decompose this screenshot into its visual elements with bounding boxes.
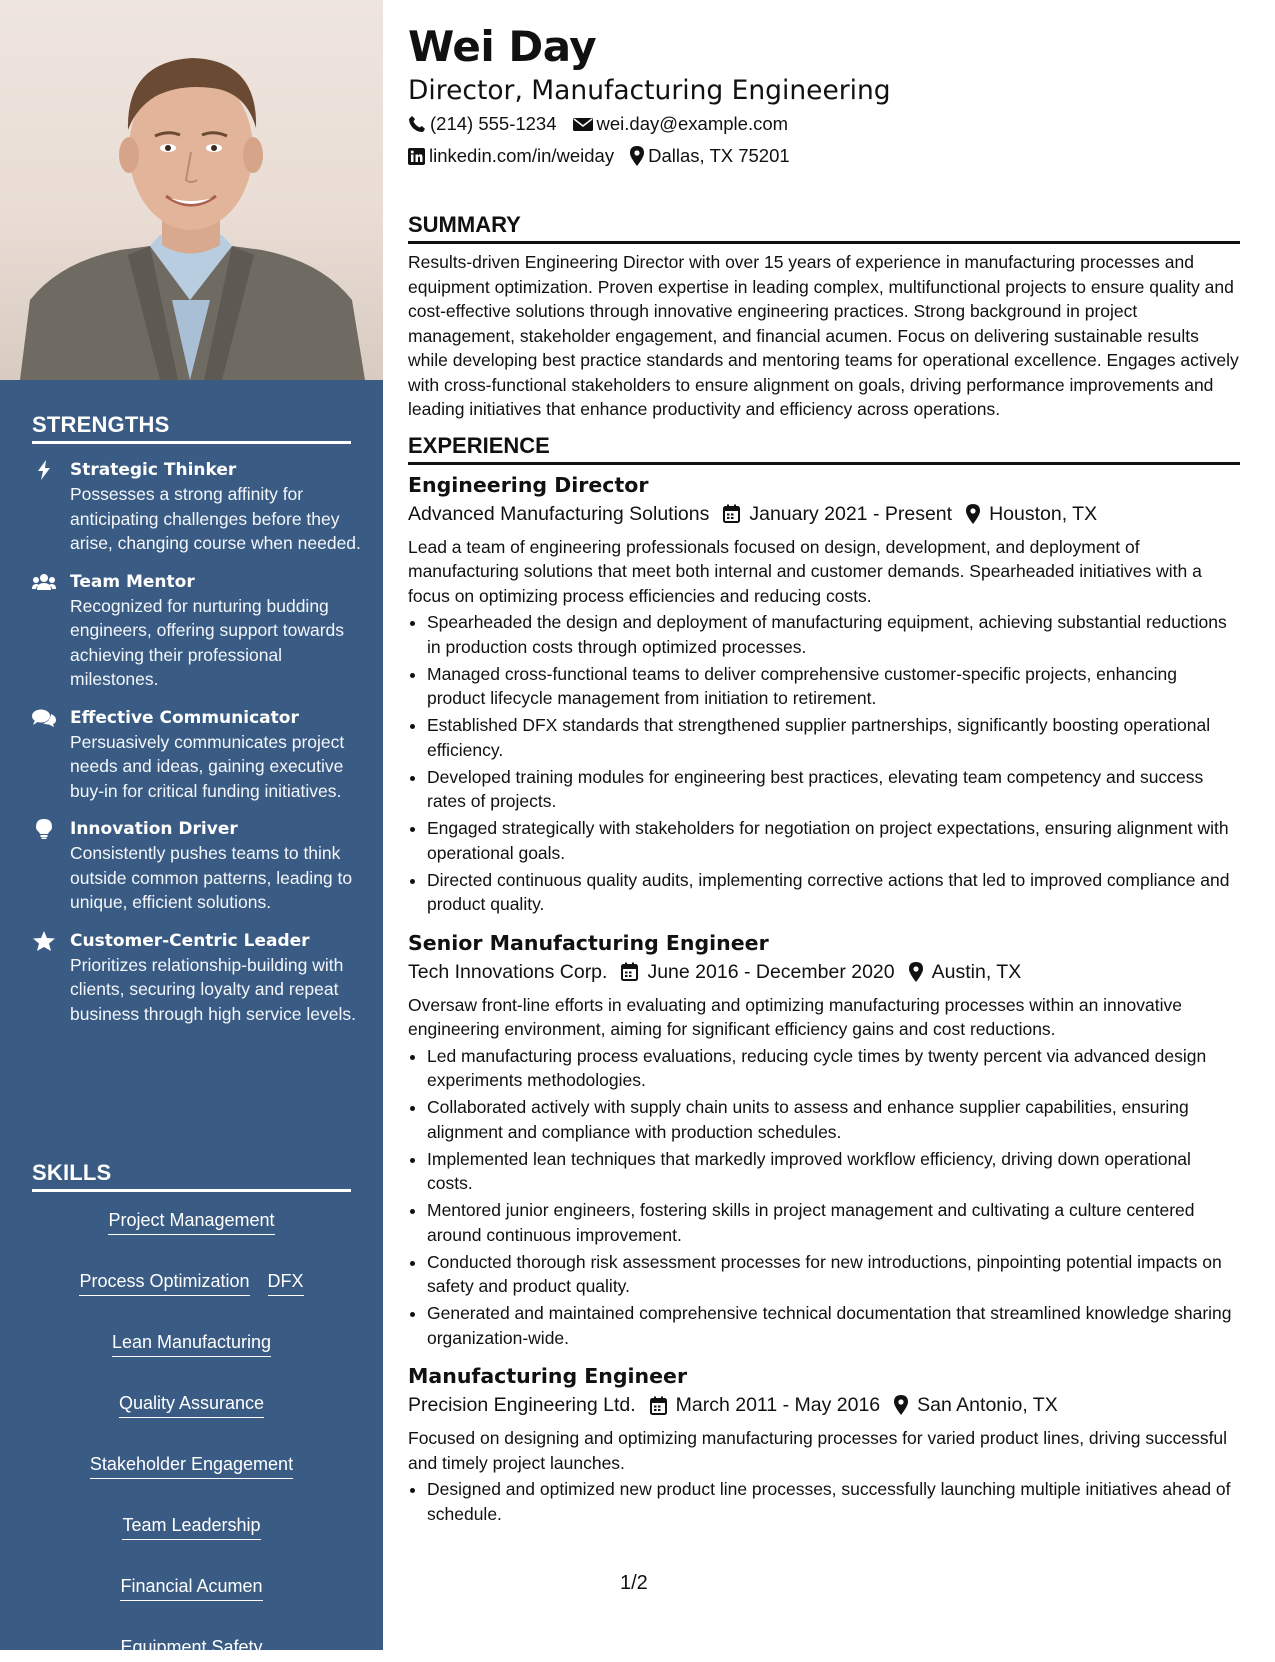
bullet-item: • Developed training modules for engineering best practices, elevating team competency and success rates of projects. <box>427 765 1240 814</box>
map-marker-icon <box>894 1395 908 1415</box>
job-company: Tech Innovations Corp. <box>408 960 608 983</box>
calendar-icon <box>723 504 740 523</box>
location-contact <box>630 145 790 167</box>
comments-icon <box>32 708 56 728</box>
star-icon <box>32 931 56 951</box>
location-text: Dallas, TX 75201 <box>648 145 790 166</box>
skill-tag: Lean Manufacturing <box>112 1330 271 1357</box>
bullet-item: • Directed continuous quality audits, implementing corrective actions that led to improved compliance and product quality. <box>427 868 1240 917</box>
map-marker-icon <box>966 504 980 524</box>
job-title: Engineering Director <box>408 472 649 497</box>
main-content <box>408 20 1240 1529</box>
calendar-icon <box>621 962 638 981</box>
summary-text: Results-driven Engineering Director with over 15 years of experience in manufacturing processes and equipment optimization. Proven expertise in leading complex, multifunctional projects to ensure quality and cost-effective solutions through innovative engineering practices. Strong background in project management, stakeholder engagement, and financial acumen. Focus on delivering sustainable results while developing best practice standards and mentoring teams for operational excellence. Engages actively with cross-functional stakeholders to ensure alignment on goals, driving performance improvements and leading initiatives that enhance productivity and efficiency across operations. <box>408 252 1239 419</box>
users-icon <box>32 572 56 592</box>
linkedin-icon <box>408 148 425 165</box>
bullet-item: • Engaged strategically with stakeholders for negotiation on project expectations, ensuring alignment with operational goals. <box>427 816 1240 865</box>
strength-item <box>32 706 362 804</box>
skills-heading: SKILLS <box>32 1160 351 1192</box>
strength-description: Persuasively communicates project needs and ideas, gaining executive buy-in for critical funding initiatives. <box>70 731 345 801</box>
experience-section <box>408 432 1240 1527</box>
sidebar <box>0 0 383 1657</box>
lightbulb-icon <box>32 819 56 839</box>
skill-tag: DFX <box>268 1269 304 1296</box>
strength-item <box>32 817 362 915</box>
strength-description: Consistently pushes teams to think outside common patterns, leading to unique, efficient solutions. <box>70 843 353 912</box>
skill-tag: Quality Assurance <box>119 1391 264 1418</box>
bullet-item: • Conducted thorough risk assessment processes for new introductions, pinpointing potential impacts on safety and product quality. <box>427 1250 1240 1299</box>
job-meta <box>408 1390 1240 1420</box>
job-entry <box>408 471 1240 917</box>
strength-title: Customer-Centric Leader <box>70 930 310 951</box>
skill-tag: Team Leadership <box>122 1513 260 1540</box>
portrait-illustration <box>0 0 383 380</box>
job-location: Houston, TX <box>989 502 1098 525</box>
job-bullets <box>408 1477 1240 1526</box>
job-entry <box>408 929 1240 1351</box>
strengths-heading: STRENGTHS <box>32 412 351 444</box>
skill-tag: Project Management <box>108 1208 274 1235</box>
candidate-title: Director, Manufacturing Engineering <box>408 75 891 106</box>
job-company: Advanced Manufacturing Solutions <box>408 502 710 525</box>
bullet-item: • Led manufacturing process evaluations, reducing cycle times by twenty percent via advanced design experiments methodologies. <box>427 1044 1240 1093</box>
profile-photo <box>0 0 383 380</box>
phone-icon <box>408 115 426 133</box>
job-dates-wrap <box>650 1390 881 1420</box>
page-number: 1/2 <box>620 1572 648 1594</box>
phone-text: (214) 555-1234 <box>430 113 557 134</box>
summary-section <box>408 211 1240 422</box>
experience-heading: EXPERIENCE <box>408 432 1240 465</box>
email-text: wei.day@example.com <box>596 113 789 134</box>
job-meta <box>408 957 1240 987</box>
strength-description: Recognized for nurturing budding engineers, offering support towards achieving their professional milestones. <box>70 595 345 689</box>
job-dates: June 2016 - December 2020 <box>647 960 895 983</box>
job-location: Austin, TX <box>931 960 1022 983</box>
map-marker-icon <box>630 146 644 166</box>
email-contact[interactable] <box>573 113 789 135</box>
bullet-item: • Designed and optimized new product line processes, successfully launching multiple initiatives ahead of schedule. <box>427 1477 1240 1526</box>
candidate-name: Wei Day <box>408 22 597 71</box>
bullet-item: • Collaborated actively with supply chain units to assess and enhance supplier capabilities, ensuring alignment and compliance with production schedules. <box>427 1095 1240 1144</box>
bolt-icon <box>32 460 56 480</box>
job-dates: January 2021 - Present <box>749 502 953 525</box>
envelope-icon <box>573 116 593 132</box>
job-location-wrap <box>966 499 1097 529</box>
strength-title: Effective Communicator <box>70 707 299 728</box>
linkedin-text: linkedin.com/in/weiday <box>429 145 615 166</box>
job-bullets <box>408 610 1240 917</box>
bullet-item: • Generated and maintained comprehensive technical documentation that streamlined knowledge sharing organization-wide. <box>427 1301 1240 1350</box>
job-bullets <box>408 1044 1240 1351</box>
map-marker-icon <box>909 962 923 982</box>
job-description: Lead a team of engineering professionals focused on design, development, and deployment of manufacturing solutions that meet both internal and customer demands. Spearheaded initiatives with a focus on optimizing process efficiencies and reducing costs. <box>408 536 1202 606</box>
bullet-item: • Implemented lean techniques that markedly improved workflow efficiency, driving down operational costs. <box>427 1147 1240 1196</box>
contact-row <box>408 140 1240 172</box>
job-dates: March 2011 - May 2016 <box>675 1394 881 1416</box>
linkedin-contact[interactable] <box>408 145 614 167</box>
strength-item <box>32 458 362 556</box>
phone-contact[interactable] <box>408 113 557 135</box>
job-description: Oversaw front-line efforts in evaluating and optimizing manufacturing processes within an innovative engineering environment, aiming for significant efficiency gains and cost reductions. <box>408 994 1182 1039</box>
strength-title: Innovation Driver <box>70 819 238 839</box>
bullet-item: • Spearheaded the design and deployment of manufacturing equipment, achieving substantial reductions in production costs through optimized processes. <box>427 610 1240 659</box>
calendar-icon <box>650 1396 667 1415</box>
job-location: San Antonio, TX <box>917 1394 1058 1416</box>
contact-row <box>408 108 1240 140</box>
job-entry <box>408 1362 1240 1526</box>
job-dates-wrap <box>621 957 894 987</box>
bullet-item: • Managed cross-functional teams to deliver comprehensive customer-specific projects, enhancing product lifecycle management from initiation to retirement. <box>427 662 1240 711</box>
skill-tag: Equipment Safety <box>120 1635 262 1662</box>
skill-tag: Process Optimization <box>79 1269 249 1296</box>
job-title: Manufacturing Engineer <box>408 1364 688 1388</box>
bullet-item: • Established DFX standards that strengthened supplier partnerships, significantly boosting operational efficiency. <box>427 713 1240 762</box>
skills-list <box>32 1208 351 1662</box>
strength-item <box>32 570 362 692</box>
job-location-wrap <box>894 1390 1058 1420</box>
strengths-list <box>32 458 362 1040</box>
job-dates-wrap <box>723 499 952 529</box>
strength-title: Strategic Thinker <box>70 460 237 480</box>
summary-heading: SUMMARY <box>408 211 1240 244</box>
strength-description: Prioritizes relationship-building with clients, securing loyalty and repeat business through high service levels. <box>70 954 356 1024</box>
strength-description: Possesses a strong affinity for anticipating challenges before they arise, changing course when needed. <box>70 484 361 553</box>
job-location-wrap <box>909 957 1022 987</box>
skill-tag: Financial Acumen <box>120 1574 262 1601</box>
job-title: Senior Manufacturing Engineer <box>408 930 769 955</box>
job-meta <box>408 499 1240 529</box>
strength-item <box>32 929 362 1027</box>
skill-tag: Stakeholder Engagement <box>90 1452 293 1479</box>
bullet-item: • Mentored junior engineers, fostering skills in project management and cultivating a culture centered around continuous improvement. <box>427 1198 1240 1247</box>
job-description: Focused on designing and optimizing manufacturing processes for varied product lines, driving successful and timely project launches. <box>408 1428 1228 1473</box>
job-company: Precision Engineering Ltd. <box>408 1394 636 1416</box>
strength-title: Team Mentor <box>70 571 195 592</box>
